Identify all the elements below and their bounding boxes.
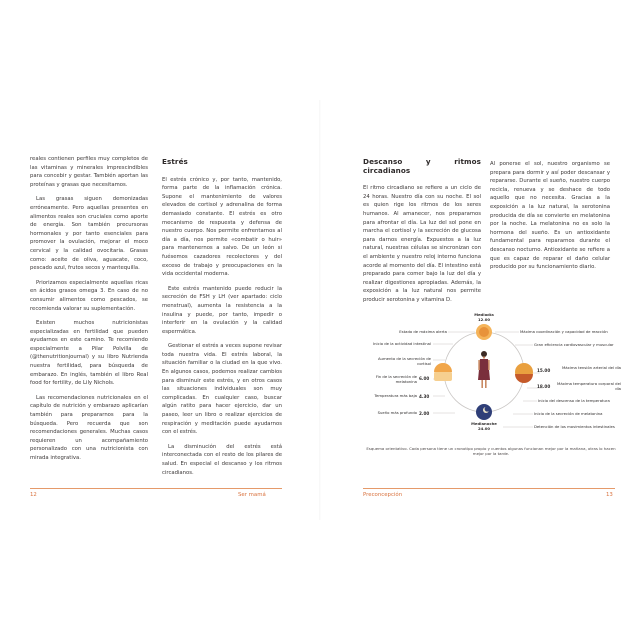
right-label-temp-descent: Inicio del descenso de la temperatura — [538, 398, 610, 403]
section-heading-estres: Estrés — [162, 157, 188, 166]
right-label-coordination: Máxima coordinación y capacidad de reacción — [520, 329, 608, 334]
midnight-label: Medianoche — [471, 421, 497, 426]
paragraph: El ritmo circadiano se refiere a un ciclo de 24 horas. Nuestro día con su noche. El sol es quien rige los ritmos de los seres humanos. Al amanecer, nos preparamos para afrontar el día. La luz del sol pone en marcha el cortisol y la secreción de glucosa para darnos energía. Expuestos a la luz natural, nuestras células se sincronizan con el ambiente y nuestro reloj interno funciona acorde al momento del día. El intestino está preparado para comer bajo la luz del día y realizar digestiones apropiadas. Además, la exposición a la luz natural nos permite producir serotonina y vitamina D. — [363, 185, 481, 303]
time-18: 18.00 — [537, 384, 551, 389]
left-label-deep-sleep: Sueño más profundo — [377, 410, 417, 415]
diagram-caption: Esquema orientativo. Cada persona tiene un cronotipo propio y cuentos algunas funcionan mejor por la mañana, otras lo hacen mejor por la tarde. — [366, 446, 616, 457]
woman-figure-icon — [478, 351, 490, 388]
paragraph: Las grasas siguen demonizadas erróneamente. Pero aquellas presentes en alimentos reales son cruciales como aporte de energía. Son también precursoras hormonales y por tanto esenciales para promover la ovulación, mejorar el moco cervical y la calidad ovocitaria. Grasas como: aceite de oliva, aguacate, coco, pescado azul, frutos secos y mantequilla. — [30, 196, 148, 272]
paragraph: Las recomendaciones nutricionales en el capítulo de nutrición y embarazo aplicarían también para prepararnos para la búsqueda. Pero recuerda que son recomendaciones generales. Muchas casos requieren un acompañamiento personalizado con una nutricionista con mirada integrativa. — [30, 394, 148, 461]
right-label-melatonin-start: Inicio de la secreción de melatonina — [534, 411, 603, 416]
section-heading-descanso: Descanso y ritmos circadianos — [363, 157, 481, 175]
left-label-cortisol: Aumento de la secreción de cortisol — [377, 356, 431, 366]
moon-icon — [476, 404, 492, 420]
sunset-icon — [515, 363, 533, 383]
noon-time: 12.00 — [477, 317, 490, 322]
left-label-intestinal: Inicio de la actividad intestinal — [372, 341, 431, 346]
page-number: 12 — [30, 492, 37, 498]
paragraph: Gestionar el estrés a veces supone revisar toda nuestra vida. El estrés laboral, la situación familiar o la ciudad en la que vivo. En algunos casos, podemos realizar cambios para disminuir este estrés, y en otros casos las situaciones individuales son muy complicadas. En cualquier caso, buscar algún ratito para hacer ejercicio, dar un paseo, leer un libro o realizar ejercicios de respiración y meditación puede ayudarnos con el estrés. — [162, 343, 282, 436]
paragraph: Al ponerse el sol, nuestro organismo se prepara para dormir y así poder descansar y repararse. Durante el sueño, nuestro cuerpo recicla, renueva y se deshace de todo aquello que no necesita. Gracias a la exposición a la luz natural, la serotonina producida de día se convierte en melatonina por la noche. La melatonina no es solo la hormona del sueño. Es un antioxidante fundamental para repararnos durante el descanso nocturno. Antioxidante se refiere a que es capaz de reparar el daño celular producido por su funcionamiento diario. — [490, 161, 610, 271]
time-6: 6.00 — [419, 376, 430, 381]
left-page-column-2 — [162, 158, 282, 483]
left-label-max-alert: Estado de máxima alerta — [399, 329, 447, 334]
right-label-blood-pressure: Máxima tensión arterial del día — [561, 365, 621, 370]
running-head: Preconcepción — [363, 492, 403, 498]
left-label-lowest-temp: Temperatura más baja — [374, 393, 417, 398]
paragraph: Priorizamos especialmente aquellas ricas en ácidos grasos omega 3. En caso de no consumir alimentos como pescados, se recomienda valorar su suplementación. — [30, 279, 148, 312]
sunrise-icon — [434, 363, 452, 381]
page-number: 13 — [606, 492, 613, 498]
paragraph: Existen muchos nutricionistas especializadas en fertilidad que pueden ayudarnos en este camino. Te recomiendo especialmente a Pilar Polvilla de (@thenutritionjournal) y su libro Nutrienda nuestra fertilidad, para búsqueda de embarazo. En inglés, también el libro Real food for fertility, de Lily Nichols. — [30, 320, 148, 387]
time-2: 2.00 — [419, 411, 430, 416]
right-page-column-2 — [490, 160, 610, 278]
right-page-column-1 — [363, 158, 481, 311]
running-head: Ser mamá — [238, 492, 266, 498]
circadian-diagram — [363, 308, 621, 460]
time-15: 15.00 — [537, 368, 551, 373]
left-page-column-1 — [30, 155, 148, 469]
midnight-time: 24.00 — [477, 426, 490, 431]
paragraph: reales contienen perfiles muy completos de las vitaminas y minerales imprescindibles para concebir y gestar. También aportan las proteínas y grasas que necesitamos. — [30, 156, 148, 188]
footer-rule — [30, 488, 282, 489]
time-430: 4.30 — [419, 394, 430, 399]
right-label-cardio: Gran eficiencia cardiovascular y muscular — [534, 342, 614, 347]
paragraph: El estrés crónico y, por tanto, mantenido, forma parte de la inflamación crónica. Supone el mantenimiento de valores elevados de cortisol y adrenalina de forma demasiado constante. El estrés es otro mecanismo de respuesta y defensa de nuestro cuerpo. Nos permite enfrentarnos al día a día, nos permite «combatir o huir» para mantenernos a salvo. De un león si fuésemos cazadores recolectores y del exceso de trabajo y preocupaciones en la vida occidental moderna. — [162, 176, 282, 278]
right-label-intestinal-stop: Detención de los movimientos intestinales — [534, 424, 615, 429]
left-label-melatonin-end: Fin de la secreción de melatonina — [375, 374, 417, 384]
paragraph: La disminución del estrés está interconectada con el resto de los pilares de salud. En especial el descanso y los ritmos circadianos. — [162, 443, 282, 476]
footer-rule — [363, 488, 615, 489]
sun-noon-icon — [476, 324, 492, 340]
paragraph: Este estrés mantenido puede reducir la secreción de FSH y LH (ver apartado: ciclo menstrual), aumenta la resistencia a la insulina y puede, por tanto, impedir o interferir en la ovulación y la calidad espermática. — [162, 285, 282, 335]
right-label-max-temp: Máxima temperatura corporal del día — [557, 381, 621, 391]
noon-label: Mediodía — [474, 312, 494, 317]
